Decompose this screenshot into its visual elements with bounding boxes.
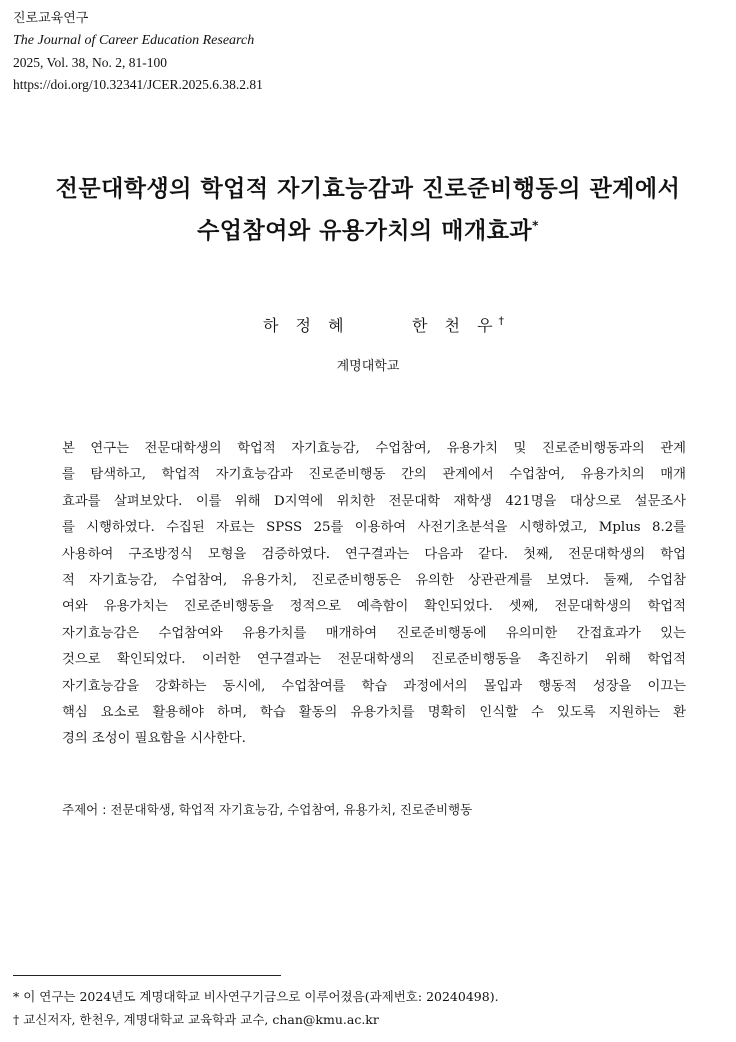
footnote-divider (13, 975, 281, 976)
footnotes (13, 985, 499, 1031)
abstract-line: 핵심 요소로 활용해야 하며, 학습 활동의 유용가치를 명확히 인식할 수 있도록 지원하는 환 (62, 705, 686, 721)
affiliation: 계명대학교 (336, 359, 400, 374)
abstract-line: 여와 유용가치는 진로준비행동을 정적으로 예측함이 확인되었다. 셋째, 전문대학생의 학업적 (62, 599, 686, 615)
paper-title (0, 168, 736, 252)
abstract-line: 본 연구는 전문대학생의 학업적 자기효능감, 수업참여, 유용가치 및 진로준비행동과의 관계 (62, 441, 686, 456)
author-1-name: 하 정 혜 (263, 316, 350, 335)
abstract-line: 적 자기효능감, 수업참여, 유용가치, 진로준비행동은 유의한 상관관계를 보였다. 둘째, 수업참 (62, 573, 686, 589)
abstract-line: 사용하여 구조방정식 모형을 검증하였다. 연구결과는 다음과 같다. 첫째, 전문대학생의 학업 (62, 546, 686, 562)
journal-name-english: The Journal of Career Education Research (13, 33, 255, 48)
volume-info: 2025, Vol. 38, No. 2, 81-100 (13, 55, 168, 70)
abstract-line: 자기효능감은 수업참여와 유용가치를 매개하여 진로준비행동에 유의미한 간접효과가 있는 (62, 625, 686, 641)
funding-footnote: * 이 연구는 2024년도 계명대학교 비사연구기금으로 이루어졌음(과제번호: 20240498). (13, 989, 499, 1004)
title-line-2-text: 수업참여와 유용가치의 매개효과 (197, 218, 533, 244)
author-2 (412, 313, 504, 336)
author-2-mark: † (498, 314, 505, 328)
keywords: 주제어 : 전문대학생, 학업적 자기효능감, 수업참여, 유용가치, 진로준비행동 (62, 802, 473, 817)
abstract-line: 자기효능감을 강화하는 동시에, 수업참여를 학습 과정에서의 몰입과 행동적 성장을 이끄는 (62, 678, 686, 694)
abstract-line: 경의 조성이 필요함을 시사한다. (62, 731, 246, 747)
corresponding-author-footnote: † 교신저자, 한천우, 계명대학교 교육학과 교수, chan@kmu.ac.kr (13, 1012, 379, 1027)
abstract (62, 436, 686, 753)
journal-header (13, 8, 263, 96)
abstract-line: 를 탐색하고, 학업적 자기효능감과 진로준비행동 간의 관계에서 수업참여, 유용가치의 매개 (62, 467, 686, 483)
title-line-1: 전문대학생의 학업적 자기효능감과 진로준비행동의 관계에서 (55, 176, 681, 202)
author-2-name: 한 천 우 (412, 316, 499, 335)
abstract-line: 를 시행하였다. 수집된 자료는 SPSS 25를 이용하여 사전기초분석을 시행하였고, Mplus 8.2를 (62, 520, 686, 536)
title-footnote-mark: * (532, 218, 539, 233)
title-line-2 (0, 210, 736, 252)
author-1 (263, 313, 350, 336)
abstract-line: 것으로 확인되었다. 이러한 연구결과는 전문대학생의 진로준비행동을 촉진하기 위해 학업적 (62, 652, 686, 668)
doi-link[interactable]: https://doi.org/10.32341/JCER.2025.6.38.2.81 (13, 77, 263, 92)
abstract-line: 효과를 살펴보았다. 이를 위해 D지역에 위치한 전문대학 재학생 421명을 대상으로 설문조사 (62, 493, 686, 509)
journal-name-korean: 진로교육연구 (13, 11, 89, 26)
